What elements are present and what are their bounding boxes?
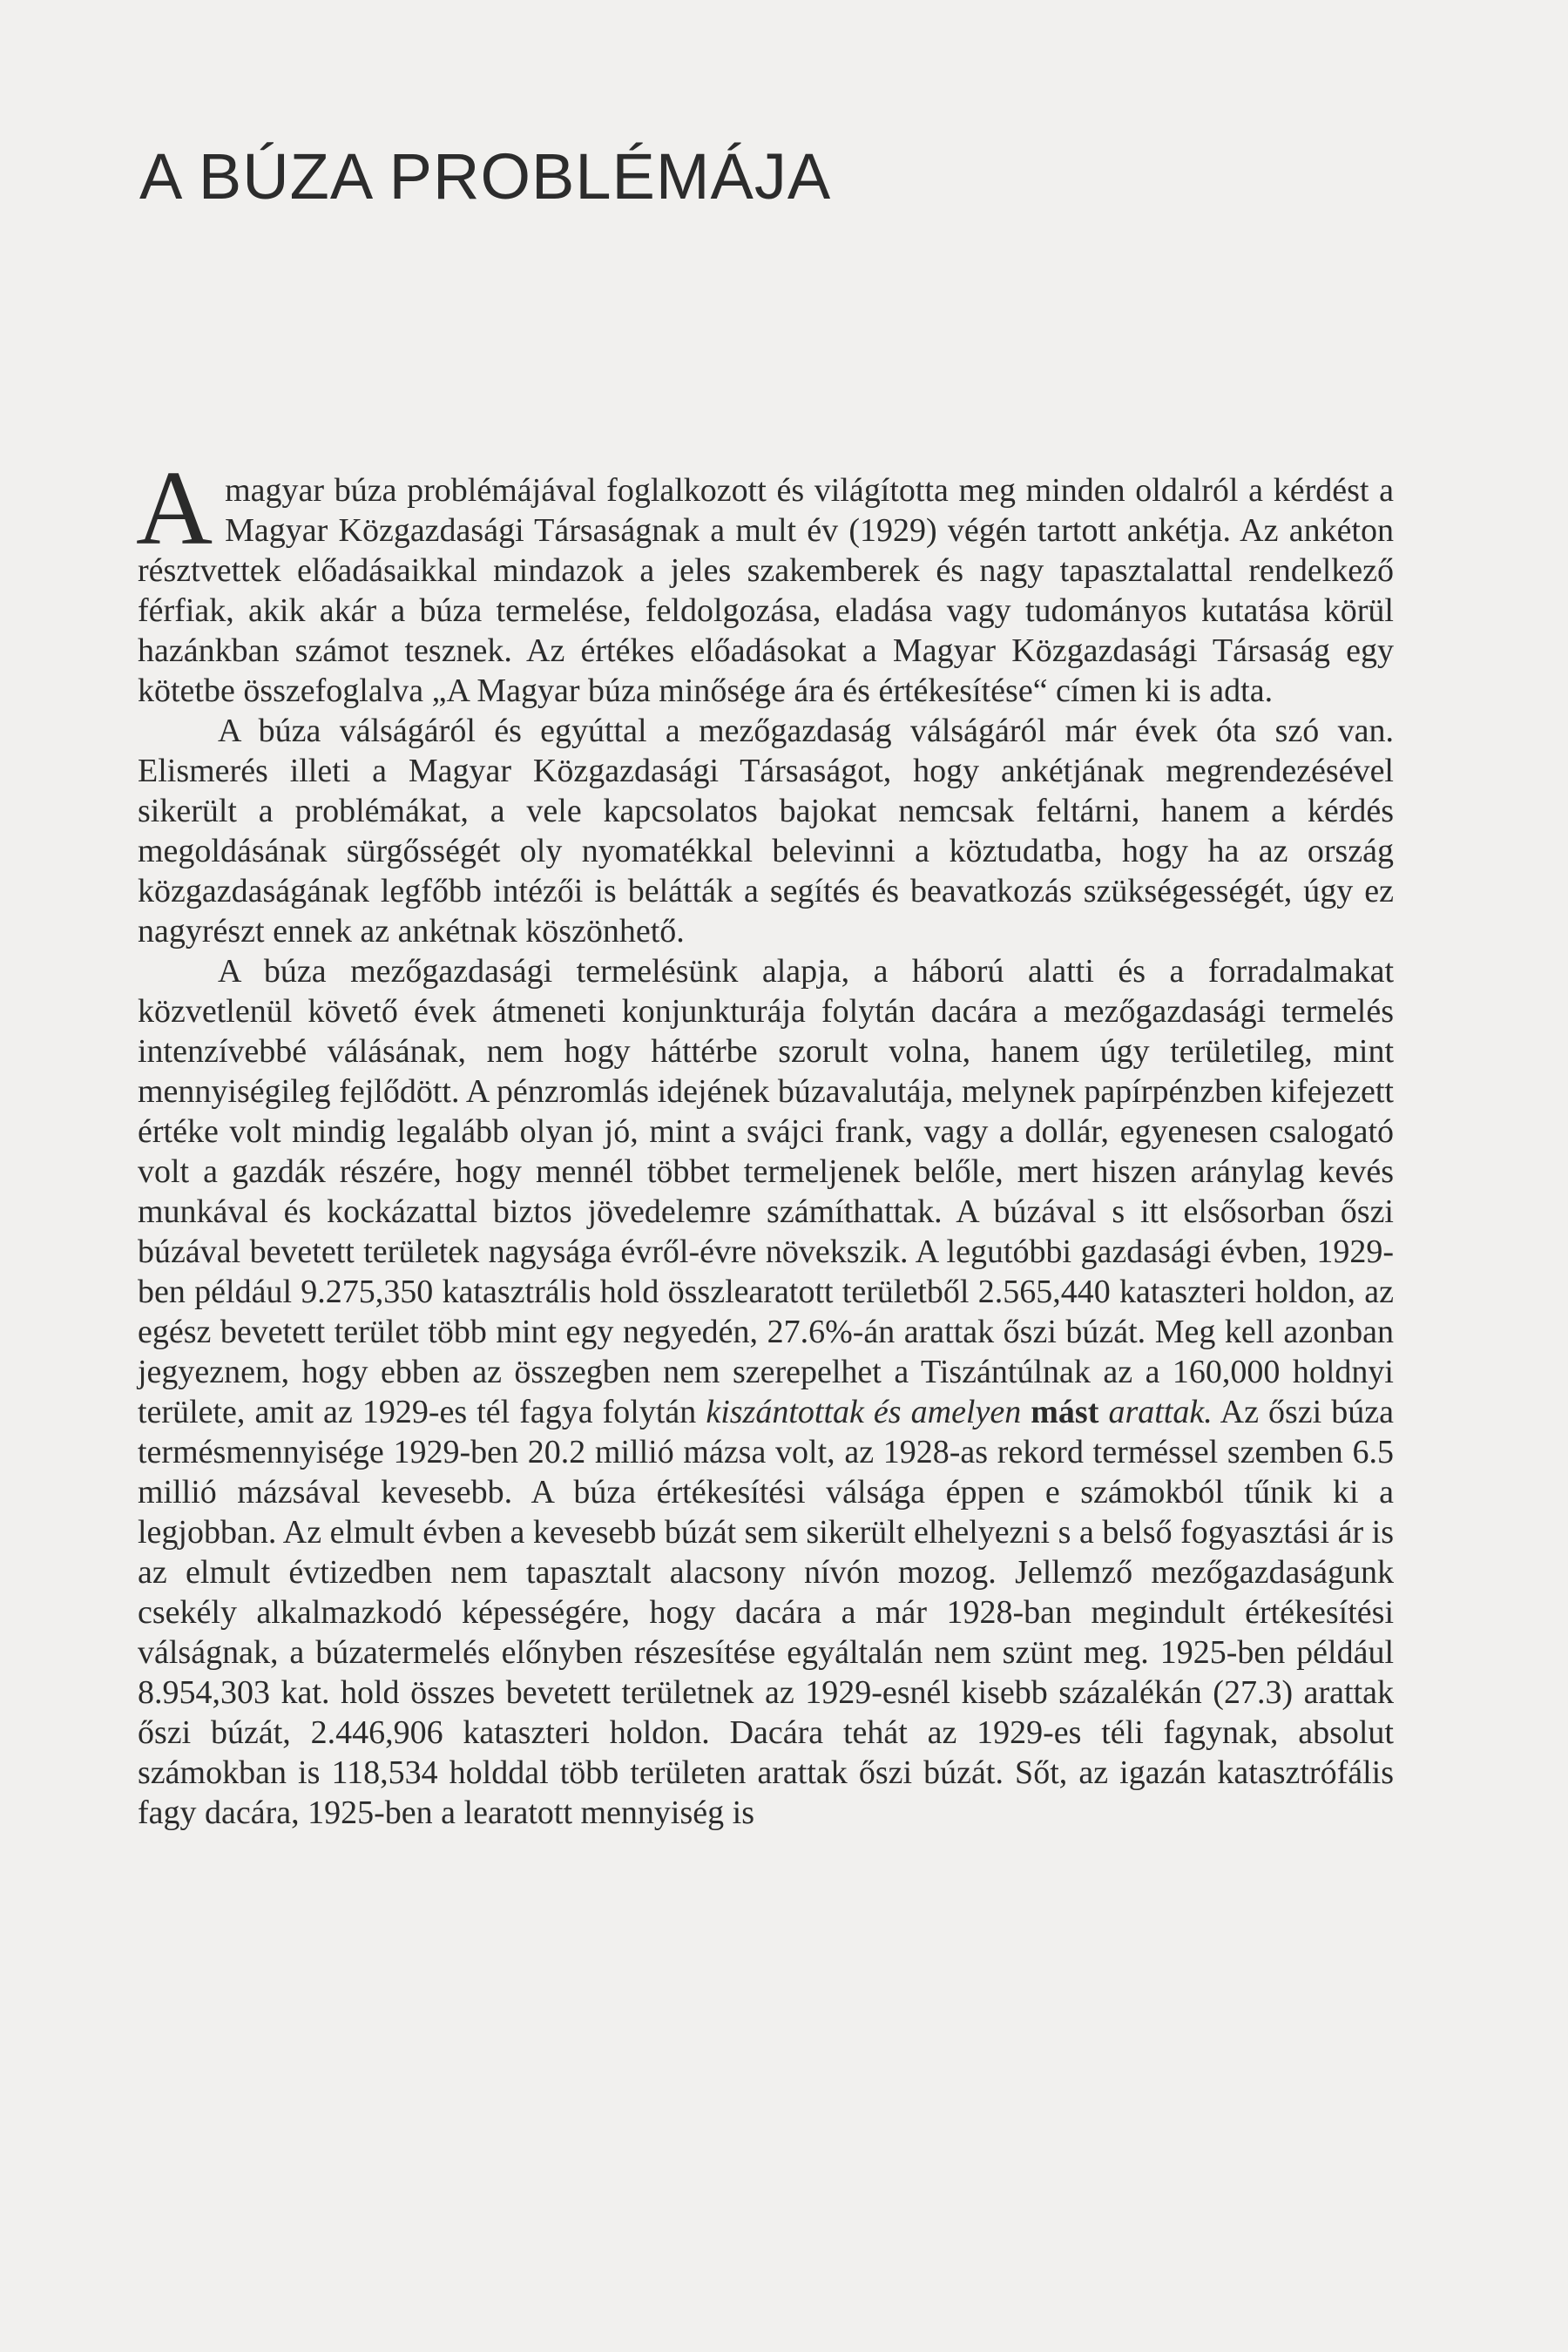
italic-word: arattak. <box>1108 1394 1213 1430</box>
drop-cap-letter: A <box>136 449 213 567</box>
paragraph-1 <box>136 449 1394 711</box>
article-body <box>136 449 1395 1833</box>
paragraph-3-text-before: A búza mezőgazdasági termelésünk alapja, a háború alatti és a forradalmakat közvetlenül követő évek átmeneti konjunkturája folytán dacára a mezőgazdasági termelés intenzívebbé válásának, nem hogy háttérbe szorult volna, hanem úgy területileg, mint mennyiségileg fejlődött. A pénzromlás idejének búzavalutája, melynek papírpénzben kifejezett értéke volt mindig legalább olyan jó, mint a svájci frank, vagy a dollár, egyenesen csalogató volt a gazdák részére, hogy mennél többet termeljenek belőle, mert hiszen aránylag kevés munkával és kockázattal biztos jövedelemre számíthattak. A búzával s itt elsősorban őszi búzával bevetett területek nagysága évről-évre növekszik. A legutóbbi gazdasági évben, 1929-ben például 9.275,350 katasztrális hold összlearatott területből 2.565,440 kataszteri holdon, az egész bevetett terület több mint egy negyedén, 27.6%-án arattak őszi búzát. Meg kell azonban jegyeznem, hogy ebben az összegben nem szerepelhet a Tiszántúlnak az a 160,000 holdnyi területe, amit az 1929-es tél fagya folytán <box>138 953 1394 1430</box>
paragraph-3 <box>138 951 1394 1833</box>
paragraph-3-text-after: Az őszi búza termésmennyisége 1929-ben 20.2 millió mázsa volt, az 1928-as rekord terméssel szemben 6.5 millió mázsával kevesebb. A búza értékesítési válsága éppen e számokból tűnik ki a legjobban. Az elmult évben a kevesebb búzát sem sikerült elhelyezni s a belső fogyasztási ár is az elmult évtizedben nem tapasztalt alacsony nívón mozog. Jellemző mezőgazdaságunk csekély alkalmazkodó képességére, hogy dacára a már 1928-ban megindult értékesítési válságnak, a búzatermelés előnyben részesítése egyáltalán nem szünt meg. 1925-ben például 8.954,303 kat. hold összes bevetett területnek az 1929-esnél kisebb százalékán (27.3) arattak őszi búzát, 2.446,906 kataszteri holdon. Dacára tehát az 1929-es téli fagynak, absolut számokban is 118,534 holddal több területen arattak őszi búzát. Sőt, az igazán katasztrófális fagy dacára, 1925-ben a learatott mennyiség is <box>138 1394 1395 1831</box>
bold-word: mást <box>1031 1394 1099 1430</box>
page-title: A BÚZA PROBLÉMÁJA <box>139 140 832 213</box>
paragraph-1-text: magyar búza problémájával foglalkozott és világította meg minden oldalról a kérdést a Magyar Közgazdasági Társaságnak a mult év (1929) végén tartott ankétja. Az ankéton résztvettek előadásaikkal mindazok a jeles szakemberek és nagy tapasztalattal rendelkező férfiak, akik akár a búza termelése, feldolgozása, eladása vagy tudományos kutatása körül hazánkban számot tesznek. Az értékes előadásokat a Magyar Közgazdasági Társaság egy kötetbe összefoglalva „A Magyar búza minősége ára és értékesítése“ címen ki is adta. <box>138 472 1394 709</box>
paragraph-2-text: A búza válságáról és egyúttal a mezőgazdaság válságáról már évek óta szó van. Elismerés illeti a Magyar Közgazdasági Társaságot, hogy ankétjának megrendezésével sikerült a problémákat, a vele kapcsolatos bajokat nemcsak feltárni, hanem a kérdés megoldásának sürgősségét oly nyomatékkal belevinni a köztudatba, hogy ha az ország közgazdaságának legfőbb intézői is belátták a segítés és beavatkozás szükségességét, úgy ez nagyrészt ennek az ankétnak köszönhető. <box>138 713 1394 950</box>
italic-phrase: kiszántottak és amelyen <box>706 1394 1022 1430</box>
paragraph-2 <box>138 711 1394 951</box>
